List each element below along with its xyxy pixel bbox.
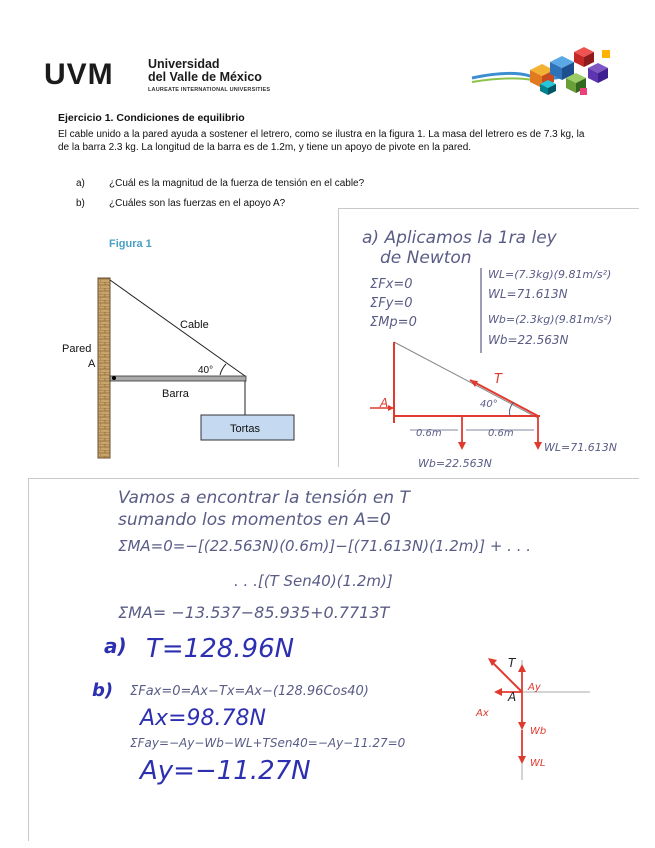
hw-a-fbd-d2: 0.6m: [488, 428, 514, 439]
hw-a-wb-calc: Wb=(2.3kg)(9.81m/s²): [488, 313, 613, 326]
hw-b-fbd-ay: Ay: [528, 682, 541, 693]
hw-a-wl-value: WL=71.613N: [488, 287, 568, 301]
uvm-logo-mark: UVM: [44, 58, 114, 91]
hw-b-line2: sumando los momentos en A=0: [118, 510, 391, 530]
question-b-text: ¿Cuáles son las fuerzas en el apoyo A?: [109, 198, 286, 209]
hw-a-wl-calc: WL=(7.3kg)(9.81m/s²): [488, 268, 612, 281]
hw-a-summp: ΣMp=0: [370, 315, 417, 330]
label-barra: Barra: [162, 388, 189, 400]
hw-a-fbd-d1: 0.6m: [416, 428, 442, 439]
hw-b-fbd-wl: WL: [530, 758, 546, 769]
hw-b-answer-ax: Ax=98.78N: [140, 706, 266, 731]
exercise-statement: El cable unido a la pared ayuda a sostener el letrero, como se ilustra en la figura 1. La masa del letrero es de 7.3 kg, la de la barra 2.3 kg. La longitud de la barra es de 1.2m, y tiene un apoyo de pivote en la pared.: [58, 129, 585, 153]
hw-b-fbd-a: A: [508, 690, 517, 704]
figure-1-diagram: [40, 270, 340, 460]
hw-b-answer-a-label: a): [104, 634, 127, 658]
logo-laureate: LAUREATE INTERNATIONAL UNIVERSITIES: [148, 87, 271, 93]
hw-b-answer-b-label: b): [92, 680, 114, 701]
figure-label: Figura 1: [109, 238, 152, 250]
label-cable: Cable: [180, 319, 209, 331]
label-pared: Pared: [62, 343, 92, 355]
hw-b-line1: Vamos a encontrar la tensión en T: [118, 488, 410, 508]
hw-a-sumfy: ΣFy=0: [370, 296, 413, 311]
hw-a-fbd-t: T: [494, 372, 502, 387]
hw-a-fbd-wl: WL=71.613N: [544, 441, 617, 454]
hw-b-fbd-wb: Wb: [530, 726, 547, 737]
label-point-a: A: [88, 358, 96, 370]
hw-a-fbd-wb: Wb=22.563N: [418, 457, 492, 470]
hw-b-moment-sum: ΣMA= −13.537−85.935+0.7713T: [118, 603, 390, 622]
exercise-title: Ejercicio 1. Condiciones de equilibrio: [58, 112, 245, 124]
hw-a-line1: a) Aplicamos la 1ra ley: [362, 228, 557, 248]
hw-b-answer-t: T=128.96N: [146, 634, 295, 664]
question-a-text: ¿Cuál es la magnitud de la fuerza de tensión en el cable?: [109, 178, 365, 189]
hw-a-fbd-a: A: [380, 396, 389, 410]
hw-a-sumfx: ΣFx=0: [370, 277, 413, 292]
logo-university-name: del Valle de México: [148, 70, 262, 84]
hw-b-fbd-t: T: [508, 656, 516, 670]
hw-b-sum-fay: ΣFay=−Ay−Wb−WL+TSen40=−Ay−11.27=0: [130, 736, 406, 750]
label-angle: 40°: [198, 365, 214, 376]
question-a-label: a): [76, 178, 85, 189]
decorative-cubes-graphic: [470, 40, 620, 102]
logo-university: Universidad: [148, 57, 220, 71]
hw-b-moment-eq: ΣMA=0=−[(22.563N)(0.6m)]−[(71.613N)(1.2m)] + . . .: [118, 537, 532, 555]
hw-b-free-body-diagram: [470, 650, 600, 790]
hw-a-fbd-angle: 40°: [480, 399, 498, 410]
hw-b-sum-fax: ΣFax=0=Ax−Tx=Ax−(128.96Cos40): [130, 684, 369, 699]
question-b-label: b): [76, 198, 85, 209]
hw-a-wb-value: Wb=22.563N: [488, 333, 569, 347]
hw-a-line2: de Newton: [380, 248, 472, 268]
hw-b-fbd-ax: Ax: [476, 708, 489, 719]
hw-b-moment-eq-cont: . . .[(T Sen40)(1.2m)]: [234, 572, 393, 590]
label-sign: Tortas: [230, 423, 260, 435]
hw-b-answer-ay: Ay=−11.27N: [140, 756, 311, 786]
